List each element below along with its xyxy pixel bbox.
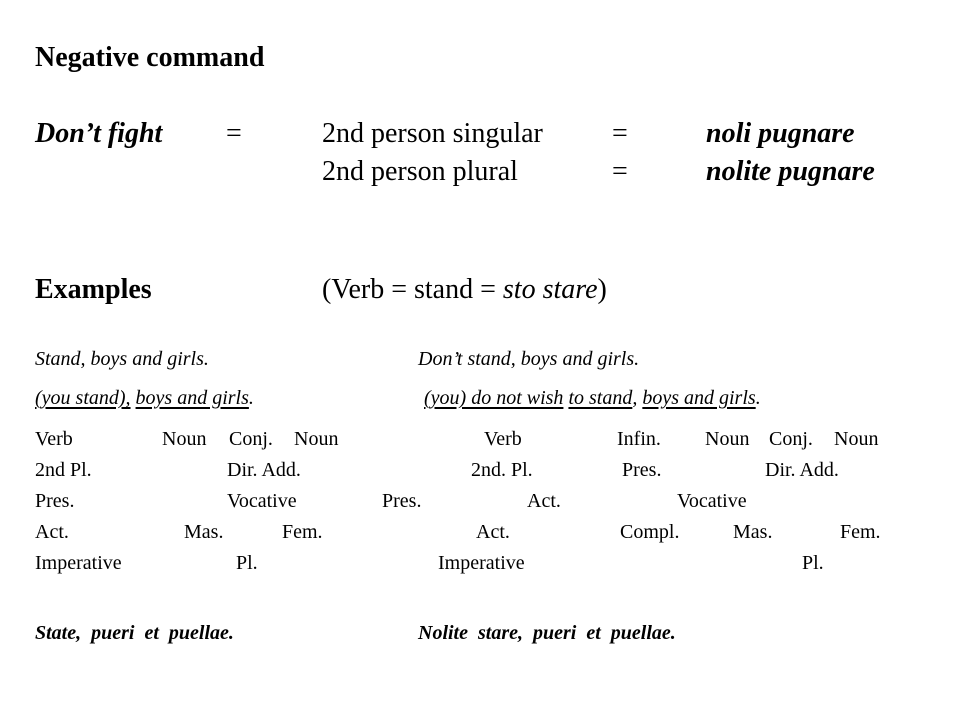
left-noun2-label: Noun — [294, 428, 339, 450]
verb-note-open: (Verb = stand = — [322, 274, 503, 305]
right-infin-row-3: Act. — [527, 490, 561, 512]
right-vocative: Vocative — [677, 490, 747, 512]
left-pl: Pl. — [236, 552, 258, 574]
left-english: Stand, boys and girls. — [35, 348, 209, 370]
right-latin: Nolite stare, pueri et puellae. — [418, 622, 676, 644]
right-gloss — [424, 388, 761, 408]
left-gloss-c: boys and girls — [135, 387, 249, 409]
rule-person-plural: 2nd person plural — [322, 156, 518, 187]
right-pl: Pl. — [802, 552, 824, 574]
left-mas: Mas. — [184, 521, 224, 543]
left-fem: Fem. — [282, 521, 323, 543]
right-infin-row-4: Compl. — [620, 521, 680, 543]
left-gloss-d: . — [248, 387, 254, 409]
right-noun2-label: Noun — [834, 428, 879, 450]
right-gloss-f: . — [755, 387, 761, 409]
right-english: Don’t stand, boys and girls. — [418, 348, 640, 370]
left-gloss-a: (you stand), — [35, 387, 131, 409]
rule-equals-singular: = — [612, 118, 628, 149]
right-gloss-a: (you) do not wish — [424, 387, 564, 409]
right-verb-row-5: Imperative — [438, 552, 525, 574]
right-infin-row-1: Infin. — [617, 428, 661, 450]
right-verb-row-2: 2nd. Pl. — [471, 459, 533, 481]
right-gloss-d: , — [632, 387, 643, 409]
rule-latin-plural: nolite pugnare — [706, 156, 875, 187]
examples-label: Examples — [35, 274, 152, 305]
rule-equals: = — [226, 118, 242, 149]
rule-phrase: Don’t fight — [35, 118, 163, 149]
left-noun-label: Noun — [162, 428, 207, 450]
rule-person-singular: 2nd person singular — [322, 118, 543, 149]
left-conj-label: Conj. — [229, 428, 273, 450]
right-infin-row-2: Pres. — [622, 459, 662, 481]
right-gloss-e: boys and girls — [642, 387, 756, 409]
left-vocative: Vocative — [227, 490, 297, 512]
left-latin: State, pueri et puellae. — [35, 622, 234, 644]
right-verb-row-4: Act. — [476, 521, 510, 543]
left-verb-row-4: Act. — [35, 521, 69, 543]
left-gloss — [35, 388, 254, 408]
verb-note-latin: sto stare — [502, 274, 598, 305]
examples-verb-note — [322, 276, 607, 304]
right-gloss-c: to stand — [568, 387, 633, 409]
left-verb-row-2: 2nd Pl. — [35, 459, 92, 481]
right-noun-label: Noun — [705, 428, 750, 450]
rule-equals-plural: = — [612, 156, 628, 187]
right-diradd: Dir. Add. — [765, 459, 839, 481]
rule-latin-singular: noli pugnare — [706, 118, 855, 149]
verb-note-close: ) — [597, 274, 607, 305]
left-verb-row-1: Verb — [35, 428, 73, 450]
right-fem: Fem. — [840, 521, 881, 543]
left-verb-row-3: Pres. — [35, 490, 75, 512]
heading: Negative command — [35, 42, 265, 73]
right-verb-row-3: Pres. — [382, 490, 422, 512]
left-verb-row-5: Imperative — [35, 552, 122, 574]
right-mas: Mas. — [733, 521, 773, 543]
right-verb-row-1: Verb — [484, 428, 522, 450]
left-diradd: Dir. Add. — [227, 459, 301, 481]
right-conj-label: Conj. — [769, 428, 813, 450]
